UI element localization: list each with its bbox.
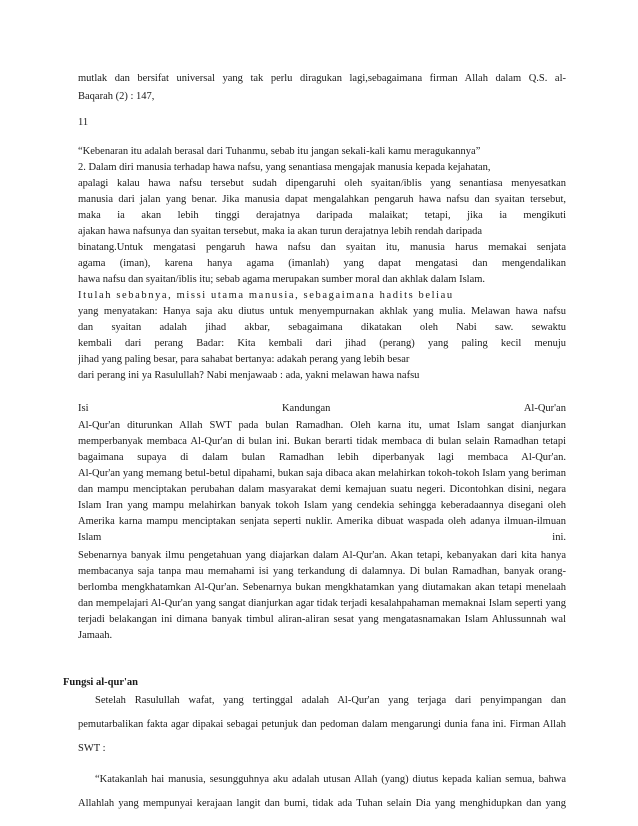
paragraph-line: Islam Iran yang mampu melahirkan banyak tokoh Islam yang cendekia sehingga keberadaannya disegani oleh [78,500,566,511]
header-isi: Isi [78,403,89,414]
paragraph-line: maka ia akan lebih tinggi derajatnya daripada malaikat; tetapi, jika ia mengikuti [78,210,566,221]
paragraph-line: dari perang ini ya Rasulullah? Nabi menjawaab : ada, yakni melawan hawa nafsu [78,370,420,381]
paragraph-line: Setelah Rasulullah wafat, yang tertinggal adalah Al-Qur'an yang terjaga dari penyimpangan dan [95,695,566,706]
islam-word: Islam [78,532,102,543]
paragraph-line: SWT : [78,743,106,754]
paragraph-line: memperbanyak membaca Al-Qur'an di bulan ini. Bukan berarti tidak membaca di bulan selain Ramadhan tetapi [78,436,566,447]
paragraph-line: bagaimana supaya di dalam bulan Ramadhan lebih diperbanyak lagi membaca Al-Qur'an. [78,452,566,463]
paragraph-line: Baqarah (2) : 147, [78,91,155,102]
paragraph-line: ajakan hawa nafsunya dan syaitan tersebut, maka ia akan turun derajatnya lebih rendah daripada [78,226,483,237]
paragraph-line: Itulah sebabnya, missi utama manusia, sebagaimana hadits beliau [78,290,454,301]
paragraph-line: Jamaah. [78,630,113,641]
paragraph-line: agama (iman), karena hanya agama (imanlah) yang dapat mengatasi dan mengendalikan [78,258,566,269]
quote-line: “Kebenaran itu adalah berasal dari Tuhanmu, sebab itu jangan sekali-kali kamu meragukannya” [78,146,481,157]
paragraph-line: binatang.Untuk mengatasi pengaruh hawa nafsu dan syaitan itu, manusia harus memakai senjata [78,242,566,253]
paragraph-line: yang menyatakan: Hanya saja aku diutus untuk menyempurnakan akhlak yang mulia. Melawan hawa nafsu [78,306,566,317]
paragraph-line: kembali dari perang Badar: Kita kembali dari jihad (perang) yang paling kecil menuju [78,338,566,349]
paragraph-line: Al-Qur'an yang memang betul-betul dipahami, bukan saja dibaca akan melahirkan tokoh-tokoh Islam yang beriman [78,468,566,479]
ini-word: ini. [552,532,566,543]
paragraph-line: membacanya saja tanpa mau memahami isi yang terkandung di dalamnya. Di bulan Ramadhan, banyak orang- [78,566,566,577]
islam-line [78,531,566,544]
header-kandungan: Kandungan [281,403,331,414]
paragraph-line: pemutarbalikan fakta agar dipakai sebagai petunjuk dan pedoman dalam mengarungi dunia fana ini. Firman Allah [78,719,566,730]
paragraph-line: apalagi kalau hawa nafsu tersebut sudah dipengaruhi oleh syaitan/iblis yang senantiasa menyesatkan [78,178,566,189]
quote-line: Allahlah yang mempunyai kerajaan langit dan bumi, tidak ada Tuhan selain Dia yang menghidupkan dan yang [78,798,566,809]
paragraph-line: dan mempelajari Al-Qur'an yang sangat dianjurkan agar tidak terjadi kesalahpahaman memaknai Islam seperti yang [78,598,566,609]
paragraph-line: Al-Qur'an diturunkan Allah SWT pada bulan Ramadhan. Oleh karna itu, umat Islam sangat dianjurkan [78,420,566,431]
paragraph-line: hawa nafsu dan syaitan/iblis itu; sebab agama merupakan sumber moral dan akhlak dalam Islam. [78,274,486,285]
paragraph-line: 2. Dalam diri manusia terhadap hawa nafsu, yang senantiasa mengajak manusia kepada kejahatan, [78,162,491,173]
page-number: 11 [78,117,89,128]
paragraph-line: dan mampu menciptakan perubahan dalam masyarakat demi kemajuan suatu negeri. Dicontohkan disini, negara [78,484,566,495]
paragraph-line: Sebenarnya banyak ilmu pengetahuan yang diajarkan dalam Al-Qur'an. Akan tetapi, kebanyakan dari kita hanya [78,550,566,561]
paragraph-line: terjadi belakangan ini dimana banyak timbul aliran-aliran sesat yang mengatasnamakan Islam Ahlussunnah wal [78,614,566,625]
quote-line: “Katakanlah hai manusia, sesungguhnya aku adalah utusan Allah (yang) diutus kepada kalian semua, bahwa [95,774,566,785]
paragraph-line: berlomba mengkhatamkan Al-Qur'an. Sebenarnya bukan mengkhatamkan yang diutamakan akan tetapi menelaah [78,582,566,593]
paragraph-line: Amerika karna mampu menciptakan senjata seperti nuklir. Amerika dibuat waspada oleh adanya ilmuan-ilmuan [78,516,566,527]
section-heading: Fungsi al-qur'an [63,677,138,688]
paragraph-line: mutlak dan bersifat universal yang tak perlu diragukan lagi,sebagaimana firman Allah dalam Q.S. al- [78,73,566,84]
header-alquran: Al-Qur'an [523,403,566,414]
paragraph-line: dan syaitan adalah jihad akbar, sebagaimana dikatakan oleh Nabi saw. sewaktu [78,322,566,333]
paragraph-line: manusia dari jalan yang benar. Jika manusia dapat mengalahkan pengaruh hawa nafsu dan syaitan tersebut, [78,194,566,205]
table-header [78,402,566,415]
paragraph-line: jihad yang paling besar, para sahabat bertanya: adakah perang yang lebih besar [78,354,410,365]
